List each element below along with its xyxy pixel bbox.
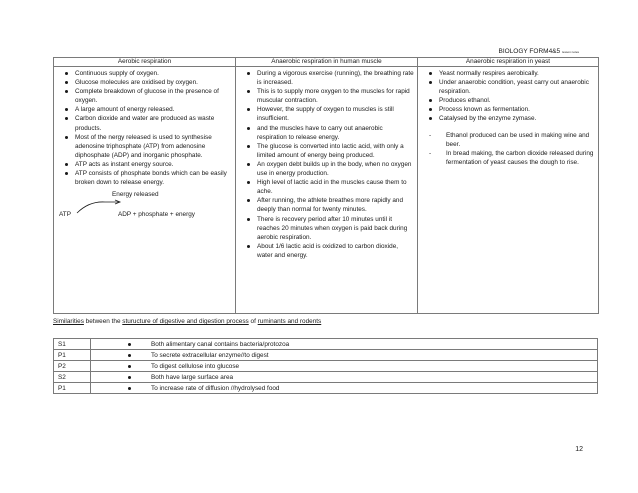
list-item: Process known as fermentation. bbox=[424, 105, 595, 114]
row-code: P2 bbox=[54, 361, 91, 372]
table-row bbox=[54, 372, 598, 383]
list-item: After running, the athlete breathes more rapidly and deeply than normal for twenty minutes. bbox=[242, 196, 414, 214]
table-body-row bbox=[54, 67, 599, 314]
header-subtitle: lesson notes bbox=[562, 50, 579, 54]
list-item: Continuous supply of oxygen. bbox=[60, 69, 232, 78]
list-item: However, the supply of oxygen to muscles is still insufficient. bbox=[242, 105, 414, 123]
list-item: This is to supply more oxygen to the muscles for rapid muscular contraction. bbox=[242, 87, 414, 105]
list-item: and the muscles have to carry out anaerobic respiration to release energy. bbox=[242, 124, 414, 142]
table-row bbox=[54, 361, 598, 372]
row-code: S2 bbox=[54, 372, 91, 383]
list-item: High level of lactic acid in the muscles cause them to ache. bbox=[242, 178, 414, 196]
list-item: The glucose is converted into lactic acid, with only a limited amount of energy being produced. bbox=[242, 142, 414, 160]
list-item: About 1/6 lactic acid is oxidized to carbon dioxide, water and energy. bbox=[242, 242, 414, 260]
list-item: Under anaerobic condition, yeast carry out anaerobic respiration. bbox=[424, 78, 595, 96]
list-item: Glucose molecules are oxidised by oxygen. bbox=[60, 78, 232, 87]
table-header-row bbox=[54, 58, 599, 67]
atp-diagram bbox=[60, 190, 232, 224]
list-item: During a vigorous exercise (running), the breathing rate is increased. bbox=[242, 69, 414, 87]
muscle-cell bbox=[236, 67, 418, 314]
yeast-list bbox=[424, 69, 595, 124]
heading-part: of bbox=[248, 318, 258, 325]
respiration-table bbox=[53, 57, 599, 314]
adp-products-label: ADP + phosphate + energy bbox=[118, 211, 195, 219]
header-muscle: Anaerobic respiration in human muscle bbox=[236, 58, 418, 67]
row-code: S1 bbox=[54, 339, 91, 350]
muscle-list bbox=[242, 69, 414, 260]
page-number: 12 bbox=[575, 446, 583, 453]
list-item: - In bread making, the carbon dioxide released during fermentation of yeast causes the dough to rise. bbox=[424, 149, 595, 167]
heading-part: ruminants and rodents bbox=[257, 318, 322, 325]
list-item: Carbon dioxide and water are produced as waste products. bbox=[60, 114, 232, 132]
heading-part: sturucture of digestive and digestion process bbox=[122, 318, 249, 325]
heading-part: Similarities bbox=[53, 318, 84, 325]
aerobic-list bbox=[60, 69, 232, 187]
energy-released-label: Energy released bbox=[112, 191, 159, 199]
list-item: Catalysed by the enzyme zymase. bbox=[424, 114, 595, 123]
row-text: Both alimentary canal contains bacteria/protozoa bbox=[91, 339, 598, 350]
list-item: Yeast normally respires aerobically. bbox=[424, 69, 595, 78]
row-code: P1 bbox=[54, 383, 91, 394]
list-item: Most of the nergy released is used to synthesise adenosine triphosphate (ATP) from adenosine diphosphate (ADP) and inorganic phosphate. bbox=[60, 133, 232, 160]
table-row bbox=[54, 350, 598, 361]
row-text: To increase rate of diffusion //hydrolysed food bbox=[91, 383, 598, 394]
list-item: - Ethanol produced can be used in making wine and beer. bbox=[424, 131, 595, 149]
table-row bbox=[54, 339, 598, 350]
list-item: A large amount of energy released. bbox=[60, 105, 232, 114]
row-text: Both have large surface area bbox=[91, 372, 598, 383]
list-item: Complete breakdown of glucose in the presence of oxygen. bbox=[60, 87, 232, 105]
document-header bbox=[498, 48, 579, 55]
row-text: To secrete extracellular enzyme//to digest bbox=[91, 350, 598, 361]
aerobic-cell bbox=[54, 67, 236, 314]
similarities-table bbox=[53, 338, 598, 394]
atp-label: ATP bbox=[59, 211, 71, 219]
table-row bbox=[54, 383, 598, 394]
header-aerobic: Aerobic respiration bbox=[54, 58, 236, 67]
list-item: Produces ethanol. bbox=[424, 96, 595, 105]
similarities-heading bbox=[53, 318, 321, 325]
yeast-cell bbox=[418, 67, 599, 314]
row-text: To digest cellulose into glucose bbox=[91, 361, 598, 372]
header-yeast: Anaerobic respiration in yeast bbox=[418, 58, 599, 67]
list-item: There is recovery period after 10 minutes until it reaches 20 minutes when oxygen is paid back during aerobic respiration. bbox=[242, 215, 414, 242]
heading-part: between the bbox=[83, 318, 123, 325]
row-code: P1 bbox=[54, 350, 91, 361]
list-item: ATP consists of phosphate bonds which can be easily broken down to release energy. bbox=[60, 169, 232, 187]
list-item: An oxygen debt builds up in the body, when no oxygen use in energy production. bbox=[242, 160, 414, 178]
header-title: BIOLOGY FORM4&5 bbox=[498, 48, 561, 55]
yeast-dash-list bbox=[424, 131, 595, 167]
list-item: ATP acts as instant energy source. bbox=[60, 160, 232, 169]
